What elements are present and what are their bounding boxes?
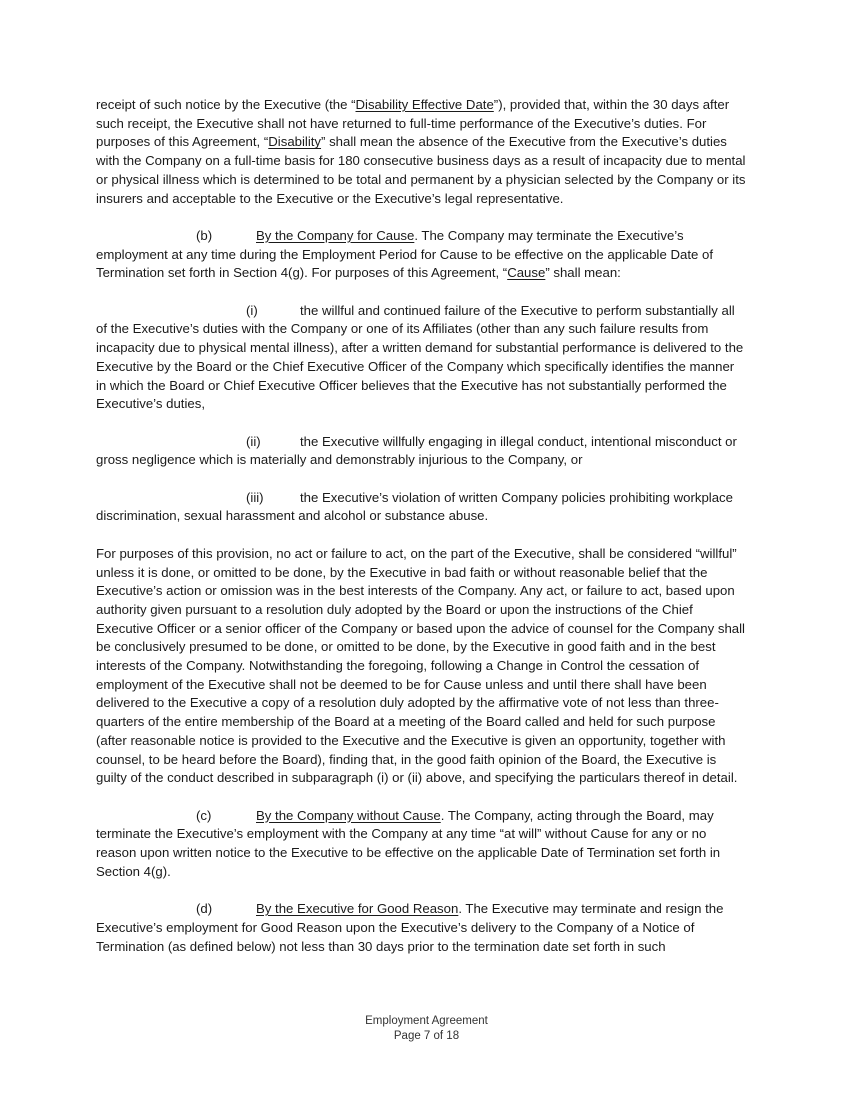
section-d-paragraph: (d) By the Executive for Good Reason. The Executive may terminate and resign the Executive’s employment for Good Reason upon the Executive’s delivery to the Company of a Notice of Termination (as defined below) not less than 30 days prior to the termination date set forth in such bbox=[96, 901, 724, 954]
page-footer bbox=[0, 1014, 853, 1044]
section-c-label: (c) bbox=[196, 807, 212, 823]
section-d-heading: By the Executive for Good Reason bbox=[256, 901, 459, 917]
section-b-label: (b) bbox=[196, 227, 213, 243]
section-d-label: (d) bbox=[196, 901, 213, 917]
cause-item-ii: (ii) the Executive willfully engaging in illegal conduct, intentional misconduct or gross negligence which is materially and demonstrably injurious to the Company, or bbox=[96, 433, 737, 468]
document-body bbox=[96, 96, 746, 975]
defined-term-disability: Disability bbox=[268, 134, 322, 150]
defined-term-cause: Cause bbox=[507, 265, 546, 281]
defined-term-disability-effective-date: Disability Effective Date bbox=[355, 97, 494, 112]
page-number: Page 7 of 18 bbox=[393, 1030, 460, 1042]
footer-title: Employment Agreement bbox=[365, 1015, 488, 1027]
item-iii-label: (iii) bbox=[246, 489, 264, 505]
section-c-heading: By the Company without Cause bbox=[256, 807, 441, 823]
disability-paragraph: receipt of such notice by the Executive (the “Disability Effective Date”), provided that, within the 30 days after such receipt, the Executive shall not have returned to full-time performance of the Executive’s duties. For purposes of this Agreement, “Disability” shall mean the absence of the Executive from the Executive’s duties with the Company on a full-time basis for 180 consecutive business days as a result of incapacity due to mental or physical illness which is determined to be total and permanent by a physician selected by the Company or its insurers and acceptable to the Executive or the Executive’s legal representative. bbox=[96, 97, 746, 206]
cause-item-iii: (iii) the Executive’s violation of written Company policies prohibiting workplace discrimination, sexual harassment and alcohol or substance abuse. bbox=[96, 489, 733, 524]
cause-item-i: (i) the willful and continued failure of the Executive to perform substantially all of the Executive’s duties with the Company or one of its Affiliates (other than any such failure results from incapacity due to physical mental illness), after a written demand for substantial performance is delivered to the Executive by the Board or the Chief Executive Officer of the Company which specifically identifies the manner in which the Board or Chief Executive Officer believes that the Executive has not substantially performed the Executive’s duties, bbox=[96, 302, 744, 412]
willful-paragraph: For purposes of this provision, no act or failure to act, on the part of the Executive, shall be considered “willful” unless it is done, or omitted to be done, by the Executive in bad faith or without reasonable belief that the Executive’s action or omission was in the best interests of the Company. Any act, or failure to act, based upon authority given pursuant to a resolution duly adopted by the Board or upon the instructions of the Chief Executive Officer or a senior officer of the Company or based upon the advice of counsel for the Company shall be conclusively presumed to be done, or omitted to be done, by the Executive in good faith and in the best interests of the Company. Notwithstanding the foregoing, following a Change in Control the cessation of employment of the Executive shall not be deemed to be for Cause unless and until there shall have been delivered to the Executive a copy of a resolution duly adopted by the affirmative vote of not less than three-quarters of the entire membership of the Board at a meeting of the Board called and held for such purpose (after reasonable notice is provided to the Executive and the Executive is given an opportunity, together with counsel, to be heard before the Board), finding that, in the good faith opinion of the Board, the Executive is guilty of the conduct described in subparagraph (i) or (ii) above, and specifying the particulars thereof in detail. bbox=[96, 545, 745, 786]
item-ii-label: (ii) bbox=[246, 433, 261, 449]
section-b-heading: By the Company for Cause bbox=[256, 227, 415, 243]
item-i-label: (i) bbox=[246, 302, 258, 318]
section-b-paragraph: (b) By the Company for Cause. The Company may terminate the Executive’s employment at any time during the Employment Period for Cause to be effective on the applicable Date of Termination set forth in Section 4(g). For purposes of this Agreement, “Cause” shall mean: bbox=[96, 227, 713, 281]
section-c-paragraph: (c) By the Company without Cause. The Company, acting through the Board, may terminate the Executive’s employment with the Company at any time “at will” without Cause for any or no reason upon written notice to the Executive to be effective on the applicable Date of Termination set forth in Section 4(g). bbox=[96, 807, 721, 879]
